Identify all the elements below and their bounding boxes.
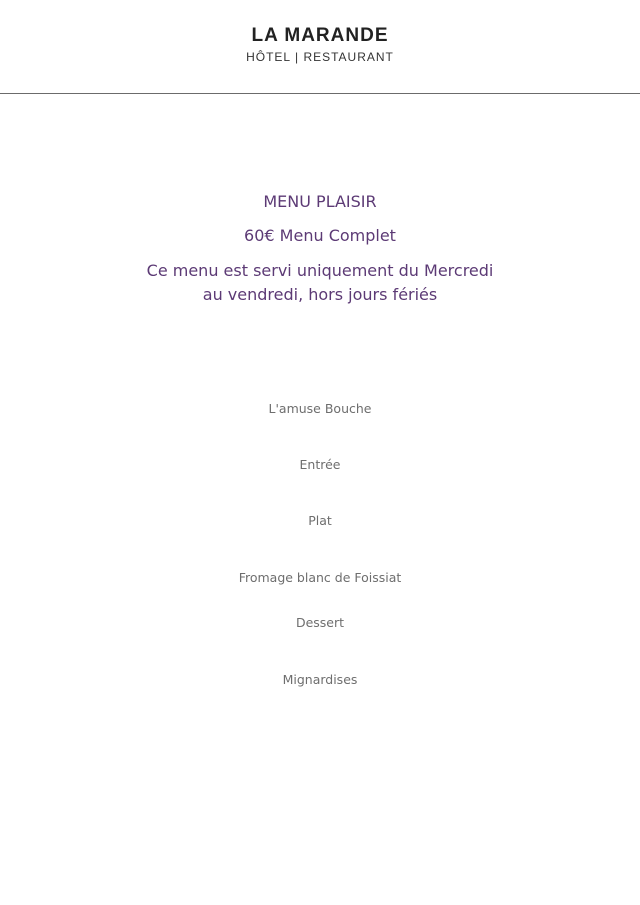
- brand-name[interactable]: LA MARANDE: [251, 25, 389, 46]
- menu-title: MENU PLAISIR: [263, 192, 377, 211]
- course-mignardises: Mignardises: [282, 672, 358, 687]
- course-fromage: Fromage blanc de Foissiat: [238, 570, 402, 585]
- header: [0, 0, 640, 94]
- brand-tagline: HÔTEL | RESTAURANT: [246, 50, 394, 64]
- menu-notice: [60, 259, 580, 307]
- menu-notice-line-1: Ce menu est servi uniquement du Mercredi: [146, 261, 494, 280]
- course-amuse-bouche: L'amuse Bouche: [268, 401, 372, 416]
- course-dessert: Dessert: [295, 615, 345, 630]
- course-plat: Plat: [308, 513, 332, 528]
- menu-price: 60€ Menu Complet: [244, 226, 396, 245]
- course-entree: Entrée: [299, 457, 341, 472]
- menu-notice-line-2: au vendredi, hors jours fériés: [202, 285, 438, 304]
